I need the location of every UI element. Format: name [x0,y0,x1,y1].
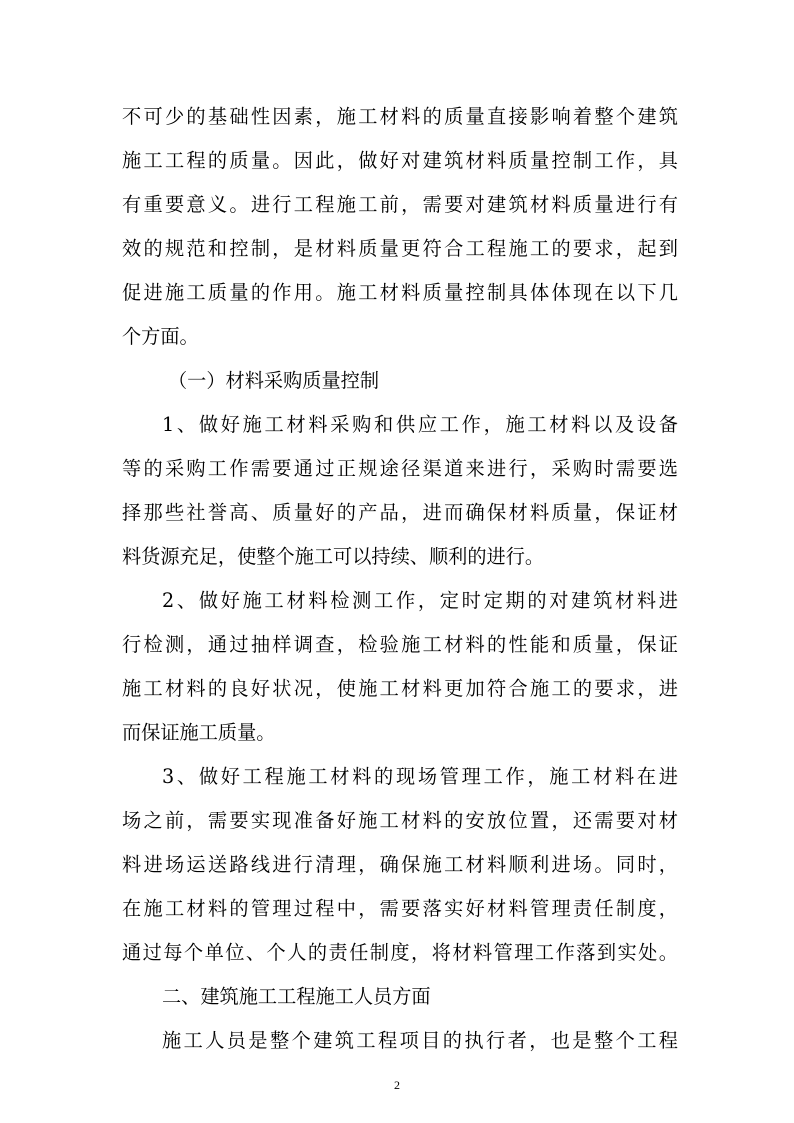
text-line: 等的采购工作需要通过正规途径渠道来进行，采购时需要选 [122,457,678,480]
text-line: 3、做好工程施工材料的现场管理工作，施工材料在进 [162,765,678,788]
text-line: 通过每个单位、个人的责任制度，将材料管理工作落到实处。 [122,941,678,964]
text-line: 不可少的基础性因素，施工材料的质量直接影响着整个建筑 [122,105,678,128]
text-line: 在施工材料的管理过程中，需要落实好材料管理责任制度， [122,897,678,920]
text-line: 择那些社誉高、质量好的产品，进而确保材料质量，保证材 [122,501,678,524]
text-line: 有重要意义。进行工程施工前，需要对建筑材料质量进行有 [122,193,678,216]
text-line: 2、做好施工材料检测工作，定时定期的对建筑材料进 [162,589,678,612]
text-line: 料进场运送路线进行清理，确保施工材料顺利进场。同时， [122,853,678,876]
text-line: 而保证施工质量。 [122,721,276,744]
text-line: 促进施工质量的作用。施工材料质量控制具体体现在以下几 [122,281,678,304]
text-line: 施工人员是整个建筑工程项目的执行者，也是整个工程 [162,1029,678,1052]
page-number: 2 [394,1078,400,1092]
text-line: 个方面。 [122,325,199,348]
text-line: 行检测，通过抽样调查，检验施工材料的性能和质量，保证 [122,633,678,656]
text-line: 施工材料的良好状况，使施工材料更加符合施工的要求，进 [122,677,678,700]
text-line: 1、做好施工材料采购和供应工作，施工材料以及设备 [162,413,678,436]
text-line: 料货源充足，使整个施工可以持续、顺利的进行。 [122,545,545,568]
section-heading: 二、建筑施工工程施工人员方面 [162,985,431,1008]
text-line: 效的规范和控制，是材料质量更符合工程施工的要求，起到 [122,237,678,260]
text-line: 场之前，需要实现准备好施工材料的安放位置，还需要对材 [122,809,678,832]
text-line: 施工工程的质量。因此，做好对建筑材料质量控制工作，具 [122,149,678,172]
section-heading: （一）材料采购质量控制 [168,369,380,392]
